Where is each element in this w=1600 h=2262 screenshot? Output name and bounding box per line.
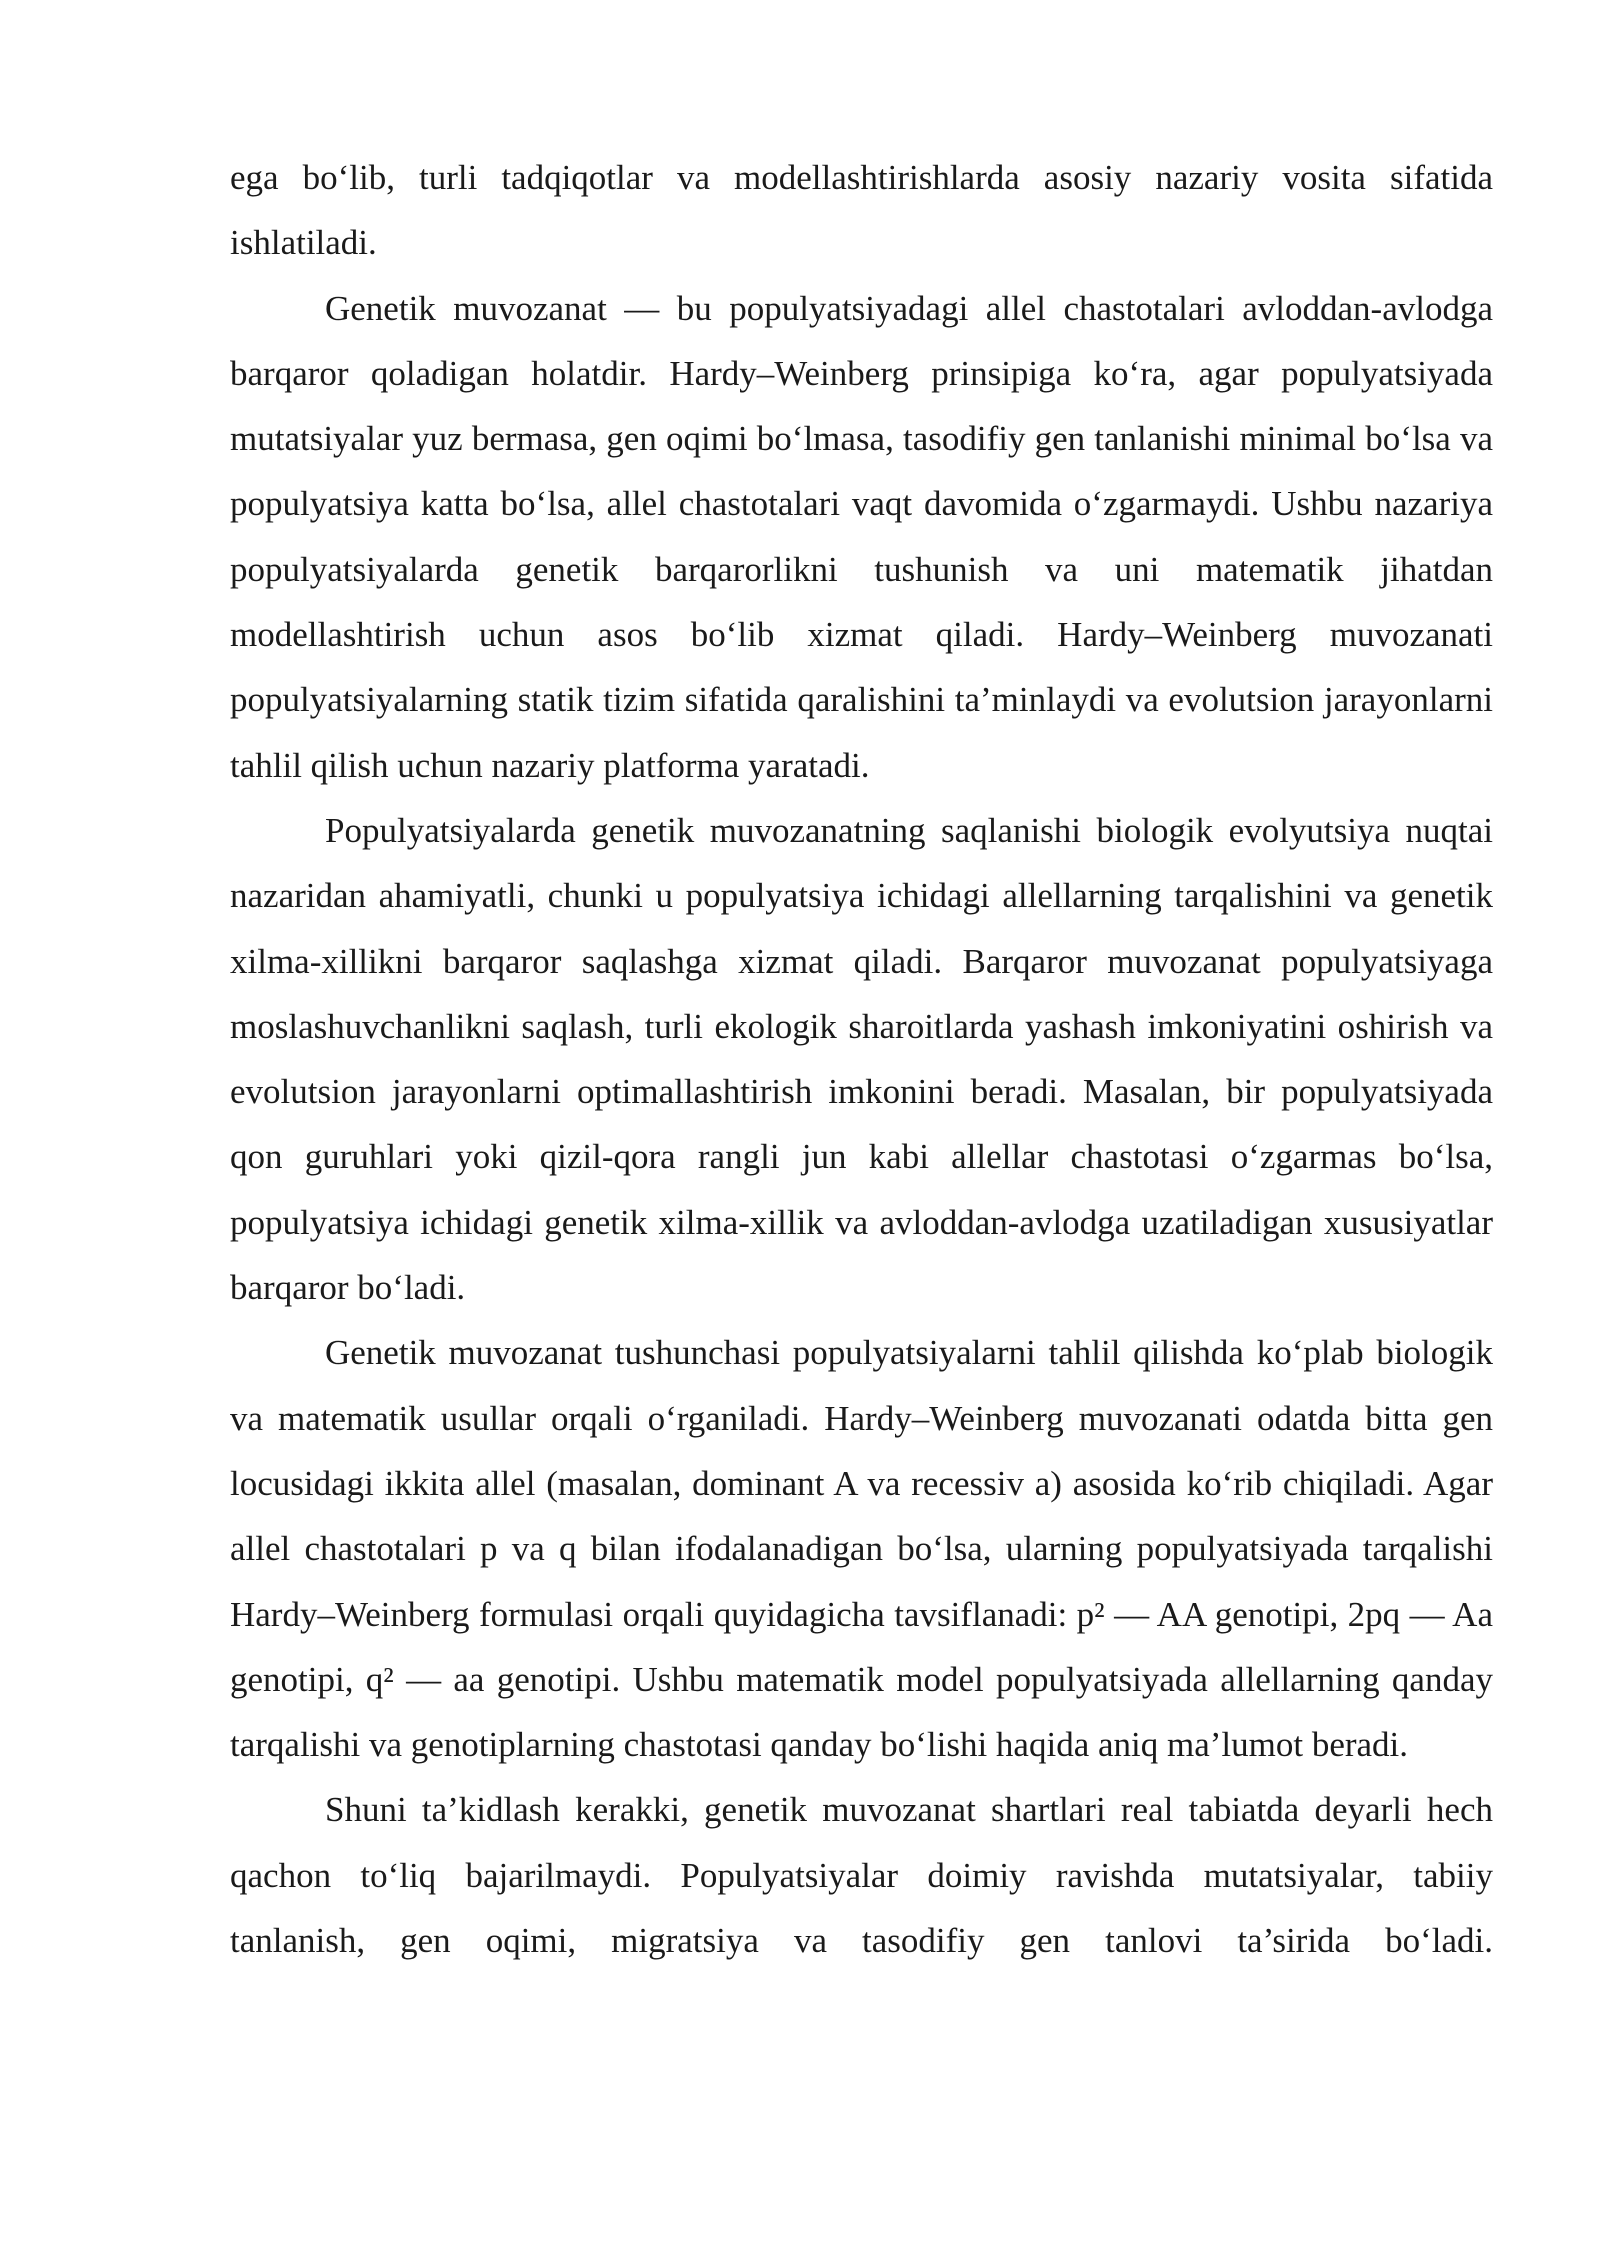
paragraph-equilibrium-importance: Populyatsiyalarda genetik muvozanatning saqlanishi biologik evolyutsiya nuqtai nazaridan ahamiyatli, chunki u populyatsiya ichidagi allellarning tarqalishini va genetik xilma-xillikni barqaror saqlashga xizmat qiladi. Barqaror muvozanat populyatsiyaga moslashuvchanlikni saqlash, turli ekologik sharoitlarda yashash imkoniyatini oshirish va evolutsion jarayonlarni optimallashtirish imkonini beradi. Masalan, bir populyatsiyada qon guruhlari yoki qizil-qora rangli jun kabi allellar chastotasi o‘zgarmas bo‘lsa, populyatsiya ichidagi genetik xilma-xillik va avloddan-avlodga uzatiladigan xususiyatlar barqaror bo‘ladi. (230, 810, 1493, 1308)
paragraph-real-conditions: Shuni ta’kidlash kerakki, genetik muvozanat shartlari real tabiatda deyarli hech qachon to‘liq bajarilmaydi. Populyatsiyalar doimiy ravishda mutatsiyalar, tabiiy tanlanish, gen oqimi, migratsiya va tasodifiy gen tanlovi ta’sirida bo‘ladi. (230, 1790, 1493, 1961)
paragraph-continued: ega bo‘lib, turli tadqiqotlar va modellashtirishlarda asosiy nazariy vosita sifatida ishlatiladi. (230, 158, 1493, 263)
paragraph-genetic-equilibrium-definition: Genetik muvozanat — bu populyatsiyadagi allel chastotalari avloddan-avlodga barqaror qoladigan holatdir. Hardy–Weinberg prinsipiga ko‘ra, agar populyatsiyada mutatsiyalar yuz bermasa, gen oqimi bo‘lmasa, tasodifiy gen tanlanishi minimal bo‘lsa va populyatsiya katta bo‘lsa, allel chastotalari vaqt davomida o‘zgarmaydi. Ushbu nazariya populyatsiyalarda genetik barqarorlikni tushunish va uni matematik jihatdan modellashtirish uchun asos bo‘lib xizmat qiladi. Hardy–Weinberg muvozanati populyatsiyalarning statik tizim sifatida qaralishini ta’minlaydi va evolutsion jarayonlarni tahlil qilish uchun nazariy platforma yaratadi. (230, 288, 1493, 785)
paragraph-hardy-weinberg-formula: Genetik muvozanat tushunchasi populyatsiyalarni tahlil qilishda ko‘plab biologik va matematik usullar orqali o‘rganiladi. Hardy–Weinberg muvozanati odatda bitta gen locusidagi ikkita allel (masalan, dominant A va recessiv a) asosida ko‘rib chiqiladi. Agar allel chastotalari p va q bilan ifodalanadigan bo‘lsa, ularning populyatsiyada tarqalishi Hardy–Weinberg formulasi orqali quyidagicha tavsiflanadi: p² — AA genotipi, 2pq — Aa genotipi, q² — aa genotipi. Ushbu matematik model populyatsiyada allellarning qanday tarqalishi va genotiplarning chastotasi qanday bo‘lishi haqida aniq ma’lumot beradi. (230, 1333, 1493, 1765)
document-body (230, 145, 1493, 1973)
